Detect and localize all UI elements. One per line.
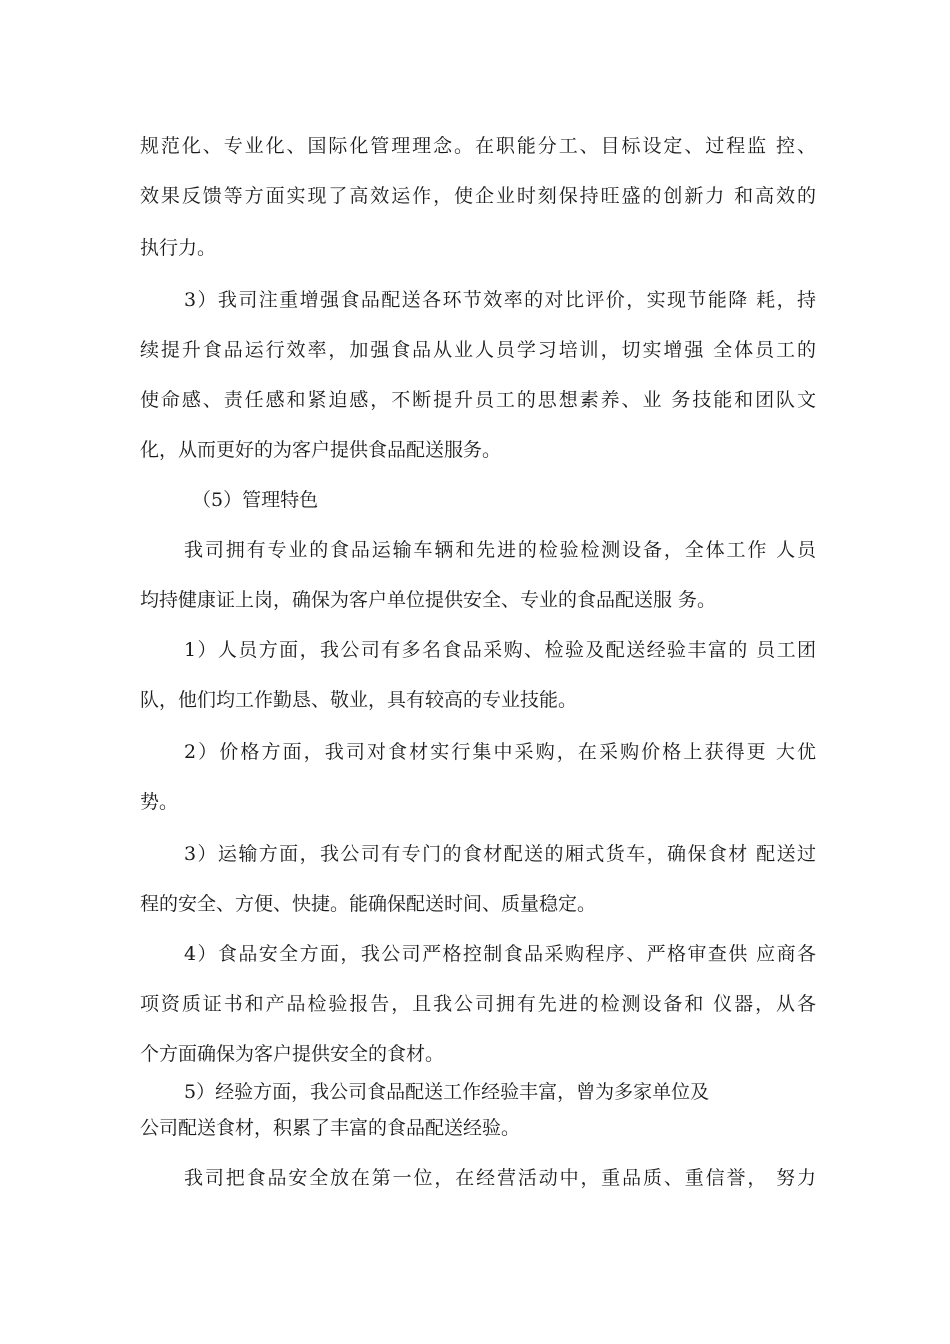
- text-line-13: 2）价格方面，我司对食材实行集中采购，在采购价格上获得更 大优: [184, 741, 816, 763]
- text-line-17: 4）食品安全方面，我公司严格控制食品采购程序、严格审查供 应商各: [184, 943, 816, 965]
- text-line-2: 效果反馈等方面实现了高效运作，使企业时刻保持旺盛的创新力 和高效的: [140, 185, 816, 207]
- text-line-14: 势。: [140, 791, 179, 813]
- text-line-18: 项资质证书和产品检验报告，且我公司拥有先进的检测设备和 仪器，从各: [140, 993, 816, 1015]
- text-line-16: 程的安全、方便、快捷。能确保配送时间、质量稳定。: [140, 893, 597, 915]
- text-line-6: 使命感、责任感和紧迫感，不断提升员工的思想素养、业 务技能和团队文: [140, 389, 816, 411]
- section-heading: （5）管理特色: [192, 489, 319, 511]
- text-line-20: 5）经验方面，我公司食品配送工作经验丰富，曾为多家单位及: [184, 1081, 710, 1103]
- text-line-9: 我司拥有专业的食品运输车辆和先进的检验检测设备，全体工作 人员: [184, 539, 816, 561]
- text-line-7: 化，从而更好的为客户提供食品配送服务。: [140, 439, 502, 461]
- text-line-3: 执行力。: [140, 237, 217, 259]
- text-line-19: 个方面确保为客户提供安全的食材。: [140, 1043, 445, 1065]
- text-line-21: 公司配送食材，积累了丰富的食品配送经验。: [140, 1117, 521, 1139]
- text-line-5: 续提升食品运行效率，加强食品从业人员学习培训，切实增强 全体员工的: [140, 339, 816, 361]
- text-line-22: 我司把食品安全放在第一位，在经营活动中，重品质、重信誉， 努力: [184, 1167, 816, 1189]
- text-line-11: 1）人员方面，我公司有多名食品采购、检验及配送经验丰富的 员工团: [184, 639, 816, 661]
- text-line-1: 规范化、专业化、国际化管理理念。在职能分工、目标设定、过程监 控、: [140, 135, 816, 157]
- text-line-12: 队，他们均工作勤恳、敬业，具有较高的专业技能。: [140, 689, 578, 711]
- text-line-10: 均持健康证上岗，确保为客户单位提供安全、专业的食品配送服 务。: [140, 589, 717, 611]
- text-line-4: 3）我司注重增强食品配送各环节效率的对比评价，实现节能降 耗，持: [184, 289, 816, 311]
- text-line-15: 3）运输方面，我公司有专门的食材配送的厢式货车，确保食材 配送过: [184, 843, 816, 865]
